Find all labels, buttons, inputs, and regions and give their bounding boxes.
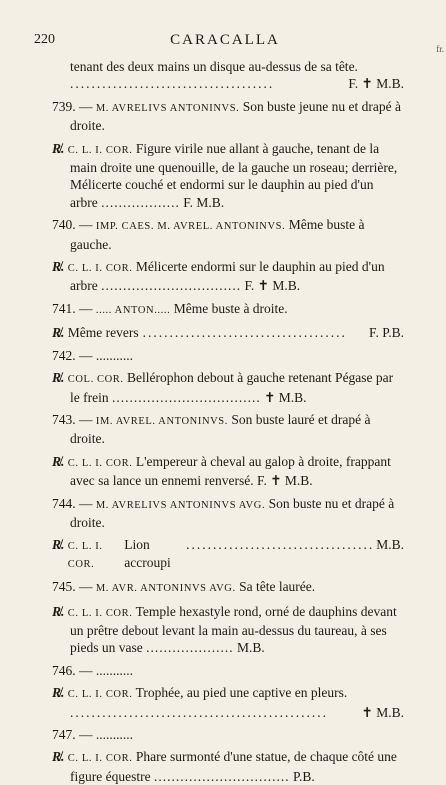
entry-number: 742. bbox=[52, 347, 76, 363]
margin-note: fr. bbox=[436, 44, 444, 54]
coin-entry-739 bbox=[52, 98, 404, 135]
reverse-description: Trophée, au pied une captive en pleurs. bbox=[135, 685, 348, 701]
obverse-description: Sa tête laurée. bbox=[239, 579, 316, 595]
leader-dots: .................. bbox=[101, 194, 180, 210]
entry-dash: — bbox=[79, 300, 93, 316]
entry-tag: ✝ M.B. bbox=[264, 389, 307, 405]
reverse-entry-739 bbox=[52, 140, 404, 212]
entry-number: 745. bbox=[52, 579, 76, 595]
reverse-entry-746 bbox=[52, 684, 404, 721]
leader-dots: ...................................... bbox=[70, 76, 275, 92]
reverse-symbol: R̸. bbox=[52, 685, 65, 701]
entry-tag: M.B. bbox=[376, 537, 404, 553]
entry-leader-line bbox=[52, 324, 404, 341]
leader-dots: ................................ bbox=[101, 278, 242, 294]
page-number: 220 bbox=[34, 32, 55, 47]
coin-entry-745 bbox=[52, 578, 404, 597]
entry-continuation bbox=[52, 58, 404, 93]
reverse-description: Temple hexastyle rond, orné de dauphins devant un prêtre debout levant la main au-dessus du taureau, à ses pieds un vase bbox=[70, 603, 397, 656]
obverse-description: Son buste nu et drapé à droite. bbox=[70, 495, 395, 530]
leader-dots: ................................................ bbox=[70, 704, 328, 720]
obverse-description: Son buste jeune nu et drapé à droite. bbox=[70, 98, 401, 134]
entry-number: 741. bbox=[52, 300, 76, 316]
entry-tag: M.B. bbox=[236, 640, 265, 656]
obverse-legend: IM. AVREL. ANTONINVS. bbox=[95, 415, 228, 427]
entry-number: 746. bbox=[52, 662, 76, 678]
coin-entry-743 bbox=[52, 411, 404, 448]
reverse-entry-741 bbox=[52, 324, 404, 341]
reverse-description: L'empereur à cheval au galop à droite, frappant avec sa lance un ennemi renversé. bbox=[70, 453, 391, 489]
entry-leader-line bbox=[52, 536, 404, 573]
leader-dots: .................... bbox=[146, 640, 234, 656]
reverse-description: Mélicerte endormi sur le dauphin au pied d'un arbre bbox=[70, 259, 385, 294]
reverse-entry-740 bbox=[52, 258, 404, 295]
leader-dots: ...................................... bbox=[142, 325, 347, 341]
catalogue-body bbox=[52, 58, 404, 785]
entry-tag: P.B. bbox=[292, 768, 315, 784]
entry-number: 747. bbox=[52, 727, 76, 742]
reverse-entry-744 bbox=[52, 536, 404, 573]
entry-dash: — bbox=[79, 411, 93, 427]
reverse-symbol: R̸. bbox=[52, 603, 65, 619]
entry-dash: — bbox=[79, 98, 93, 114]
running-title: CARACALLA bbox=[170, 32, 280, 48]
entry-dash: — ........... bbox=[79, 727, 133, 742]
coin-entry-746 bbox=[52, 662, 404, 679]
entry-leader-line bbox=[52, 75, 404, 92]
reverse-legend: C. L. I. COR. bbox=[67, 689, 133, 701]
leader-dots: ............................... bbox=[153, 768, 290, 784]
reverse-entry-745 bbox=[52, 603, 404, 657]
entry-number: 743. bbox=[52, 411, 76, 427]
entry-text: tenant des deux mains un disque au-dessus de sa tête. bbox=[70, 59, 358, 74]
entry-dash: — bbox=[79, 495, 93, 511]
reverse-description: Figure virile nue allant à gauche, tenant de la main droite une quenouille, de la gauche un roseau; derrière, Mélicerte couché et endormi sur le dauphin au pied d'un arbre bbox=[70, 140, 398, 210]
entry-number: 739. bbox=[52, 98, 76, 114]
entry-dash: — ........... bbox=[79, 662, 133, 678]
entry-tag: ✝ M.B. bbox=[361, 704, 404, 720]
coin-entry-744 bbox=[52, 495, 404, 532]
reverse-legend: C. L. I. COR. bbox=[67, 541, 103, 570]
reverse-entry-742 bbox=[52, 369, 404, 406]
coin-entry-747 bbox=[52, 726, 404, 743]
leader-dots: .................................. bbox=[111, 389, 261, 405]
obverse-legend: M. AVRELIVS ANTONINVS AVG. bbox=[95, 499, 266, 511]
obverse-legend: IMP. CAES. M. AVREL. ANTONINVS. bbox=[95, 221, 286, 233]
reverse-symbol: R̸. bbox=[52, 140, 65, 156]
entry-number: 744. bbox=[52, 495, 76, 511]
entry-tag: F. P.B. bbox=[369, 325, 404, 341]
reverse-description: Lion accroupi bbox=[124, 537, 171, 570]
reverse-legend: C. L. I. COR. bbox=[67, 457, 133, 469]
entry-dash: — bbox=[79, 579, 93, 595]
entry-tag: F. ✝ M.B. bbox=[348, 76, 404, 92]
obverse-legend: M. AVR. ANTONINVS AVG. bbox=[95, 583, 236, 595]
reverse-description: Bellérophon debout à gauche retenant Pégase par le frein bbox=[70, 370, 394, 405]
reverse-entry-743 bbox=[52, 453, 404, 490]
coin-entry-741 bbox=[52, 300, 404, 319]
entry-dash: — bbox=[79, 217, 93, 233]
reverse-description: Phare surmonté d'une statue, de chaque côté une figure équestre bbox=[70, 749, 397, 784]
entry-dash: — ........... bbox=[79, 347, 133, 363]
reverse-symbol: R̸. bbox=[52, 453, 65, 469]
entry-tag: F. ✝ M.B. bbox=[257, 473, 313, 489]
coin-entry-742 bbox=[52, 347, 404, 364]
reverse-entry-747 bbox=[52, 748, 404, 785]
page-header bbox=[34, 32, 416, 52]
coin-entry-740 bbox=[52, 216, 404, 253]
entry-number: 740. bbox=[52, 217, 76, 233]
obverse-description: Même buste à gauche. bbox=[70, 217, 365, 252]
reverse-legend: C. L. I. COR. bbox=[67, 144, 133, 156]
reverse-symbol: R̸. bbox=[52, 537, 65, 553]
entry-tag: F. M.B. bbox=[183, 194, 225, 210]
obverse-legend: ..... ANTON..... bbox=[95, 304, 171, 316]
obverse-legend: M. AVRELIVS ANTONINVS. bbox=[95, 102, 240, 114]
reverse-symbol: R̸. bbox=[52, 325, 65, 341]
reverse-description: Même revers bbox=[67, 325, 139, 341]
obverse-description: Son buste lauré et drapé à droite. bbox=[70, 411, 371, 447]
entry-tag: F. ✝ M.B. bbox=[244, 278, 301, 294]
reverse-symbol: R̸. bbox=[52, 259, 65, 275]
reverse-legend: C. L. I. COR. bbox=[67, 607, 133, 619]
leader-dots: ................................... bbox=[186, 537, 375, 553]
reverse-symbol: R̸. bbox=[52, 370, 65, 386]
reverse-legend: COL. COR. bbox=[67, 374, 124, 386]
entry-leader-line bbox=[52, 704, 404, 721]
reverse-legend: C. L. I. COR. bbox=[67, 263, 133, 275]
reverse-symbol: R̸. bbox=[52, 749, 65, 765]
reverse-legend: C. L. I. COR. bbox=[67, 753, 133, 765]
obverse-description: Même buste à droite. bbox=[173, 300, 288, 316]
